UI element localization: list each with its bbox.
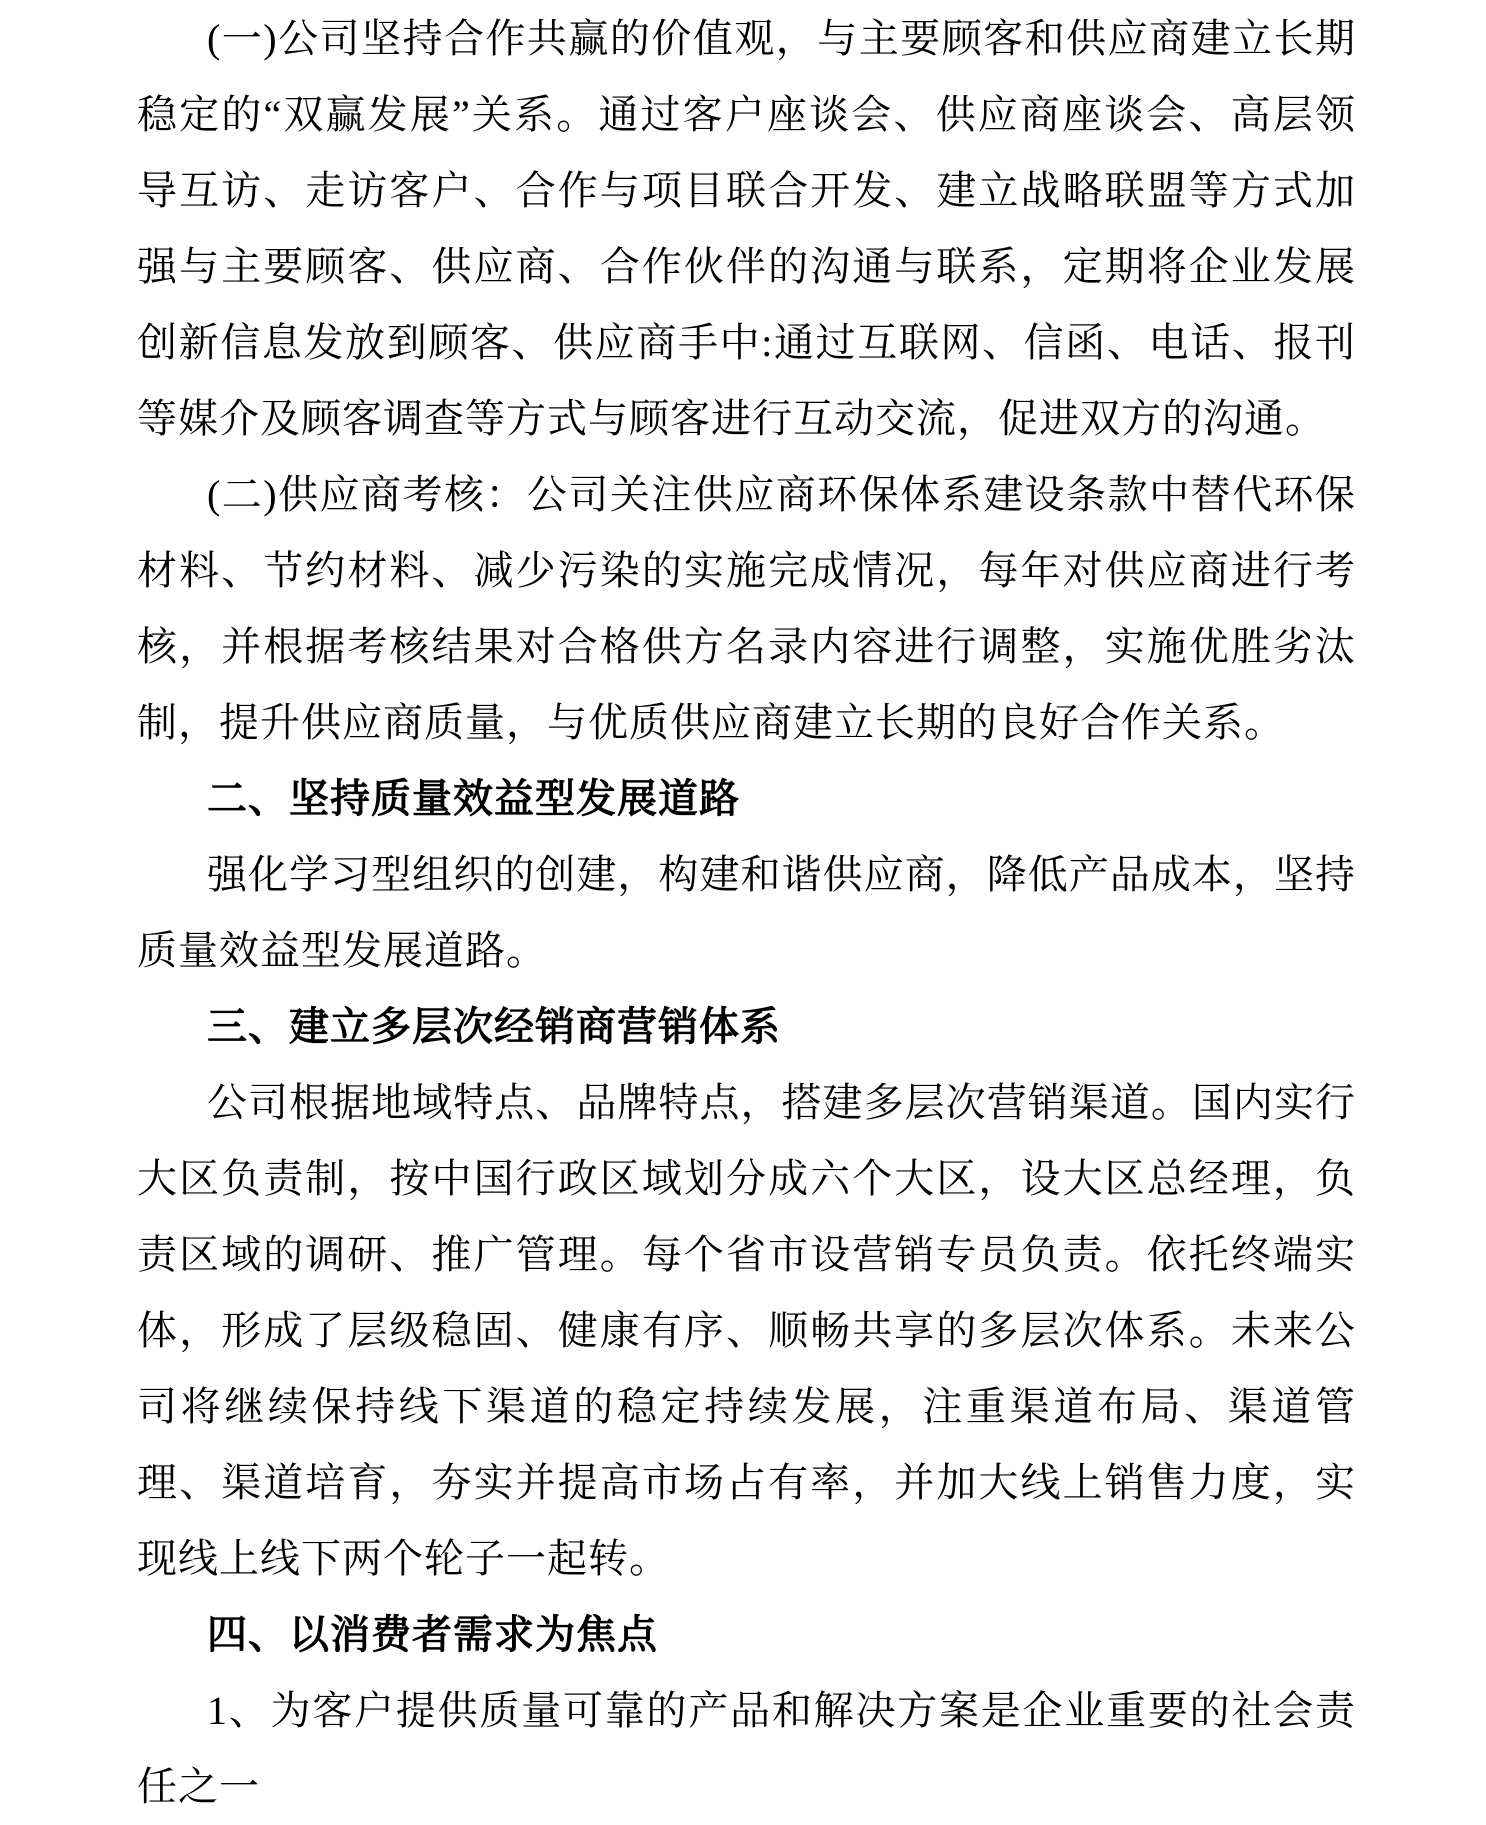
section-heading-distribution-system: 三、建立多层次经销商营销体系 <box>207 1004 781 1049</box>
paragraph-supplier-assessment: (二)供应商考核：公司关注供应商环保体系建设条款中替代环保材料、节约材料、减少污染的实施完成情况，每年对供应商进行考核，并根据考核结果对合格供方名录内容进行调整，实施优胜劣汰制，提升供应商质量，与优质供应商建立长期的良好合作关系。 <box>137 472 1356 745</box>
section-heading-quality-benefit: 二、坚持质量效益型发展道路 <box>207 776 740 821</box>
section-heading-consumer-focus: 四、以消费者需求为焦点 <box>207 1612 658 1657</box>
paragraph-cooperation-winwin: (一)公司坚持合作共赢的价值观，与主要顾客和供应商建立长期稳定的“双赢发展”关系。通过客户座谈会、供应商座谈会、高层领导互访、走访客户、合作与项目联合开发、建立战略联盟等方式加强与主要顾客、供应商、合作伙伴的沟通与联系，定期将企业发展创新信息发放到顾客、供应商手中:通过互联网、信函、电话、报刊等媒介及顾客调查等方式与顾客进行互动交流，促进双方的沟通。 <box>137 16 1356 441</box>
paragraph-distribution-system-body: 公司根据地域特点、品牌特点，搭建多层次营销渠道。国内实行大区负责制，按中国行政区域划分成六个大区，设大区总经理，负责区域的调研、推广管理。每个省市设营销专员负责。依托终端实体，形成了层级稳固、健康有序、顺畅共享的多层次体系。未来公司将继续保持线下渠道的稳定持续发展，注重渠道布局、渠道管理、渠道培育，夯实并提高市场占有率，并加大线上销售力度，实现线上线下两个轮子一起转。 <box>137 1080 1356 1581</box>
paragraph-quality-benefit-body: 强化学习型组织的创建，构建和谐供应商，降低产品成本，坚持质量效益型发展道路。 <box>137 852 1356 973</box>
paragraph-consumer-focus-item-1: 1、为客户提供质量可靠的产品和解决方案是企业重要的社会责任之一 <box>137 1688 1356 1809</box>
